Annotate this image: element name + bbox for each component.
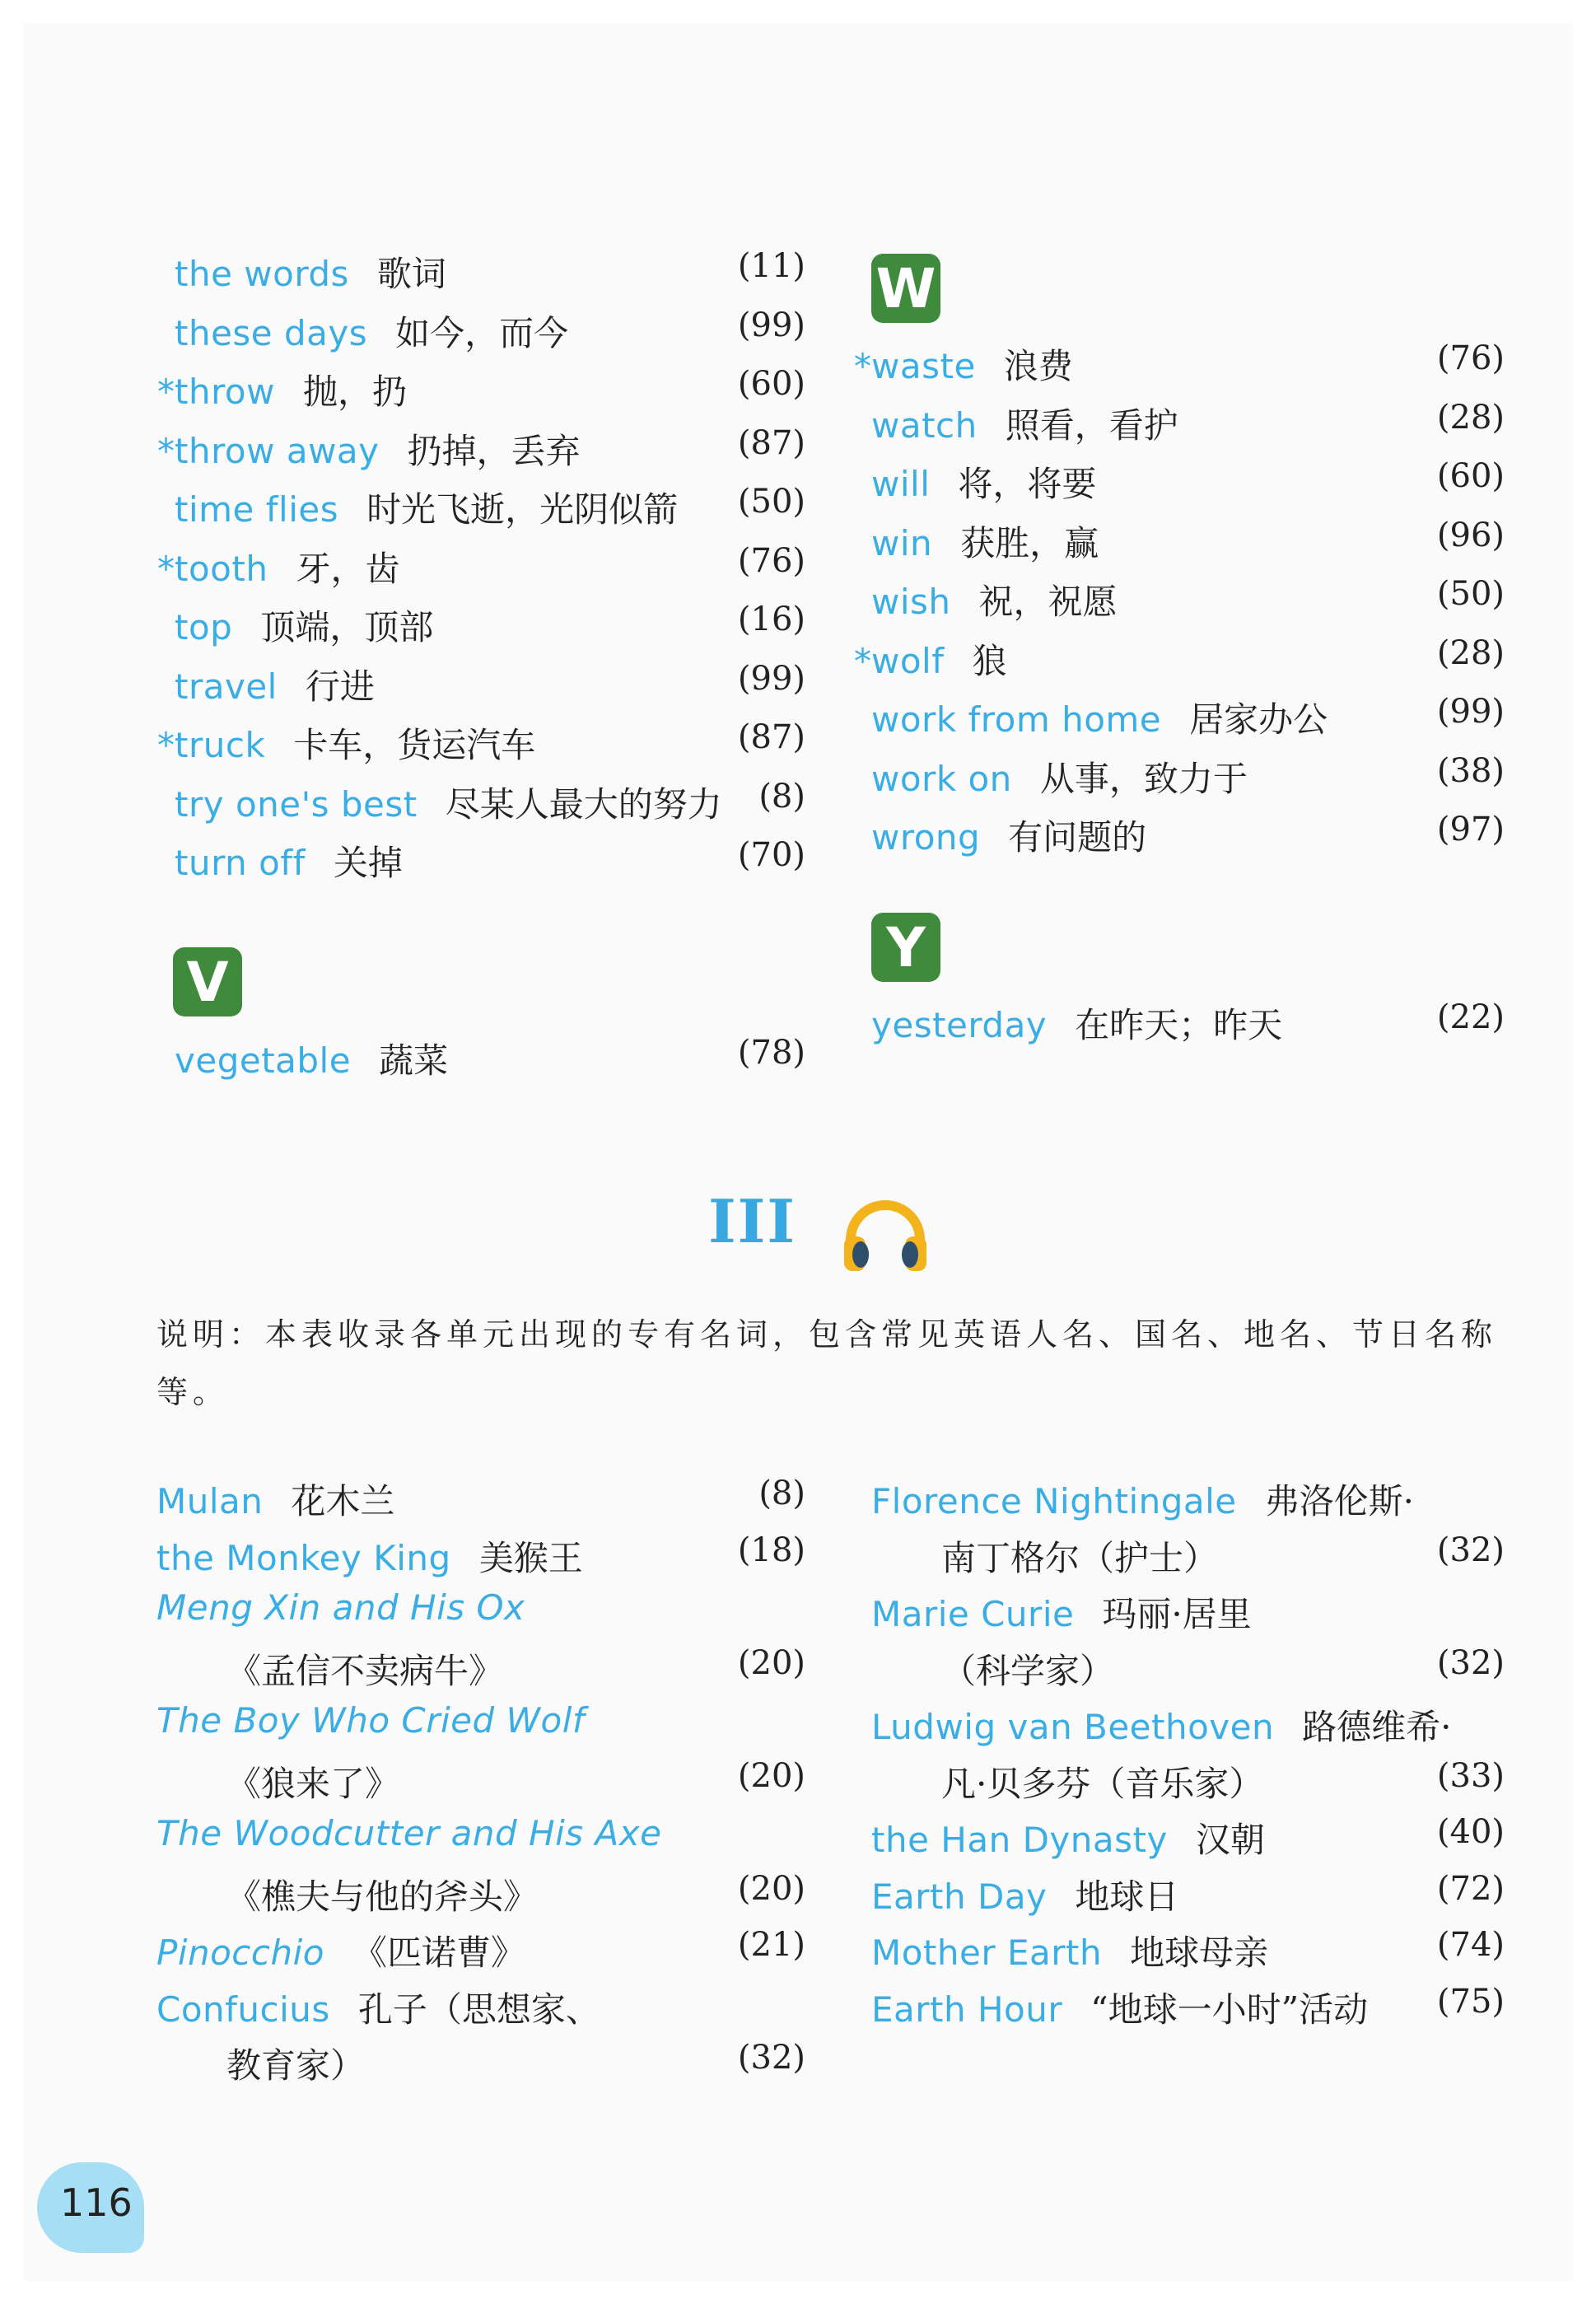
chinese-meaning: 居家办公 xyxy=(1189,699,1328,740)
english-term: throw away xyxy=(175,430,380,471)
vocab-entry xyxy=(850,634,1505,684)
proper-noun-entry xyxy=(871,1587,1505,1637)
chinese-meaning: 关掉 xyxy=(333,843,403,883)
chinese-name: 南丁格尔（护士） xyxy=(941,1537,1219,1578)
chinese-name: 弗洛伦斯· xyxy=(1264,1481,1414,1521)
english-term: will xyxy=(871,464,931,504)
chinese-name: 美猴王 xyxy=(478,1537,583,1578)
star-mark: * xyxy=(854,640,871,681)
page-ref: (32) xyxy=(1436,1531,1505,1569)
page-ref: (8) xyxy=(758,1474,805,1512)
chinese-name: 教育家） xyxy=(226,2045,366,2086)
page-ref: (28) xyxy=(1436,398,1505,437)
english-term: waste xyxy=(871,346,976,386)
page-ref: (32) xyxy=(1436,1643,1505,1682)
english-name: Confucius xyxy=(156,1989,330,2030)
chinese-name: 《孟信不卖病牛》 xyxy=(226,1650,504,1691)
proper-noun-entry xyxy=(226,2039,805,2088)
vocab-entry xyxy=(850,752,1505,801)
proper-noun-entry xyxy=(871,1474,1505,1524)
page-ref: (78) xyxy=(737,1034,805,1072)
proper-noun-entry xyxy=(871,1700,1505,1750)
english-term: try one's best xyxy=(175,783,418,825)
page-ref: (76) xyxy=(1436,339,1505,377)
chinese-name: 玛丽·居里 xyxy=(1102,1594,1252,1634)
chinese-meaning: 蔬菜 xyxy=(379,1040,449,1081)
page-ref: (60) xyxy=(737,365,805,403)
english-term: tooth xyxy=(175,548,268,589)
proper-noun-column-right xyxy=(871,1474,1505,2051)
chinese-meaning: 尽某人最大的努力 xyxy=(445,783,722,825)
page-ref: (20) xyxy=(737,1643,805,1682)
proper-noun-entry xyxy=(871,1870,1505,1919)
english-term: wolf xyxy=(871,640,945,681)
page-ref: (32) xyxy=(737,2039,805,2077)
chinese-meaning: 牙，齿 xyxy=(296,548,400,589)
chinese-name: 地球母亲 xyxy=(1130,1932,1269,1973)
proper-noun-entry xyxy=(226,1757,805,1806)
vocab-entry xyxy=(156,365,805,414)
chinese-name: 《樵夫与他的斧头》 xyxy=(226,1876,539,1917)
chinese-meaning: 将，将要 xyxy=(958,464,1097,504)
chinese-name: 花木兰 xyxy=(291,1481,395,1521)
chinese-meaning: 行进 xyxy=(305,666,375,707)
page-ref: (97) xyxy=(1436,811,1505,848)
english-term: vegetable xyxy=(175,1040,352,1081)
page-ref: (20) xyxy=(737,1869,805,1908)
vocab-entry xyxy=(156,247,805,297)
english-name: Earth Day xyxy=(871,1876,1048,1917)
chinese-name: 《匹诺曹》 xyxy=(352,1932,525,1973)
english-name: Earth Hour xyxy=(871,1989,1063,2030)
english-term: these days xyxy=(175,312,368,353)
chinese-meaning: 时光飞逝，光阴似箭 xyxy=(366,489,679,530)
page-ref: (99) xyxy=(737,306,805,344)
proper-noun-entry xyxy=(871,1983,1505,2032)
english-name: Mulan xyxy=(156,1481,264,1521)
english-term: work from home xyxy=(871,699,1162,740)
vocab-entry xyxy=(850,575,1505,624)
chinese-name: 汉朝 xyxy=(1195,1820,1265,1860)
page-ref: (21) xyxy=(737,1926,805,1964)
english-name: Meng Xin and His Ox xyxy=(156,1587,525,1628)
page-ref: (87) xyxy=(737,423,805,462)
chinese-meaning: 扔掉，丢弃 xyxy=(407,430,581,471)
proper-noun-entry xyxy=(156,1983,805,2032)
chinese-name: 凡·贝多芬（音乐家） xyxy=(941,1763,1264,1804)
chinese-meaning: 顶端，顶部 xyxy=(260,607,434,647)
english-term: win xyxy=(871,522,933,563)
chinese-meaning: 祝，祝愿 xyxy=(978,582,1118,622)
english-name: Marie Curie xyxy=(871,1594,1075,1634)
page-ref: (87) xyxy=(737,718,805,756)
vocab-entry xyxy=(850,811,1505,860)
page-ref: (11) xyxy=(737,247,805,285)
english-name: the Monkey King xyxy=(156,1537,451,1578)
star-mark: * xyxy=(157,725,175,765)
vocab-column-v xyxy=(156,1034,805,1100)
page-ref: (99) xyxy=(737,659,805,698)
proper-noun-entry xyxy=(156,1813,805,1853)
chinese-meaning: 获胜，赢 xyxy=(960,522,1099,563)
page-ref: (33) xyxy=(1436,1756,1505,1795)
chinese-name: 路德维希· xyxy=(1302,1707,1452,1747)
page-ref: (76) xyxy=(737,541,805,580)
vocab-entry xyxy=(156,601,805,650)
chinese-name: 孔子（思想家、 xyxy=(357,1989,600,2030)
chinese-meaning: 抛，扔 xyxy=(302,372,407,412)
chinese-meaning: 狼 xyxy=(972,640,1007,681)
proper-noun-entry xyxy=(156,1474,805,1524)
vocab-entry xyxy=(850,399,1505,448)
english-term: wish xyxy=(871,582,951,622)
chinese-name: “地球一小时”活动 xyxy=(1090,1989,1369,2030)
page-ref: (72) xyxy=(1436,1869,1505,1908)
vocab-entry xyxy=(156,778,805,827)
english-term: throw xyxy=(175,372,275,412)
english-term: turn off xyxy=(175,843,306,883)
english-term: watch xyxy=(871,404,978,446)
letter-badge-w: W xyxy=(871,254,940,323)
vocab-entry xyxy=(850,457,1505,507)
english-term: travel xyxy=(175,666,278,707)
letter-badge-v: V xyxy=(173,947,242,1016)
section-note: 说明：本表收录各单元出现的专有名词，包含常见英语人名、国名、地名、节日名称等。 xyxy=(156,1316,1498,1410)
section-title: III xyxy=(708,1186,797,1256)
page-ref: (75) xyxy=(1436,1982,1505,2021)
page-ref: (50) xyxy=(1436,575,1505,613)
vocab-entry xyxy=(156,306,805,356)
english-term: time flies xyxy=(175,489,339,530)
page-number: 116 xyxy=(60,2180,133,2225)
proper-noun-entry xyxy=(871,1813,1505,1862)
page-ref: (18) xyxy=(737,1531,805,1569)
proper-noun-entry xyxy=(156,1700,805,1741)
vocab-entry xyxy=(850,693,1505,742)
page-ref: (99) xyxy=(1436,693,1505,731)
page-ref: (16) xyxy=(737,601,805,638)
vocab-column-y xyxy=(850,998,1505,1064)
letter-badge-y: Y xyxy=(871,913,940,982)
headphones-icon xyxy=(836,1182,935,1281)
vocab-entry xyxy=(156,483,805,532)
vocab-entry xyxy=(156,424,805,474)
vocab-entry xyxy=(156,836,805,886)
english-term: the words xyxy=(175,254,349,294)
vocab-entry xyxy=(850,339,1505,389)
page-ref: (20) xyxy=(737,1756,805,1795)
english-term: truck xyxy=(175,725,266,765)
english-name: Mother Earth xyxy=(871,1932,1103,1973)
page-number-tab xyxy=(37,2162,144,2253)
vocab-entry xyxy=(156,542,805,591)
english-name: The Boy Who Cried Wolf xyxy=(156,1700,586,1741)
chinese-name: 《狼来了》 xyxy=(226,1763,400,1804)
proper-noun-column-left xyxy=(156,1474,805,2117)
english-name: Ludwig van Beethoven xyxy=(871,1707,1275,1747)
page-ref: (28) xyxy=(1436,633,1505,672)
page-ref: (96) xyxy=(1436,516,1505,554)
chinese-meaning: 如今，而今 xyxy=(395,312,569,353)
vocab-entry xyxy=(156,660,805,709)
proper-noun-entry xyxy=(871,1926,1505,1975)
proper-noun-entry xyxy=(156,1926,805,1975)
vocab-entry xyxy=(156,1034,805,1083)
vocab-entry xyxy=(850,998,1505,1048)
chinese-name: （科学家） xyxy=(941,1650,1115,1691)
english-term: work on xyxy=(871,758,1012,799)
star-mark: * xyxy=(157,430,175,471)
star-mark: * xyxy=(157,548,175,589)
proper-noun-entry xyxy=(226,1870,805,1919)
proper-noun-entry xyxy=(156,1531,805,1581)
vocab-entry xyxy=(850,516,1505,566)
vocab-column-w xyxy=(850,339,1505,883)
chinese-meaning: 从事，致力于 xyxy=(1039,758,1248,799)
page-ref: (60) xyxy=(1436,457,1505,495)
english-term: yesterday xyxy=(871,1005,1048,1045)
english-name: the Han Dynasty xyxy=(871,1820,1168,1860)
vocab-entry xyxy=(156,718,805,768)
page-ref: (74) xyxy=(1436,1926,1505,1964)
english-term: wrong xyxy=(871,817,981,858)
page-ref: (40) xyxy=(1436,1813,1505,1851)
chinese-meaning: 浪费 xyxy=(1003,346,1073,386)
proper-noun-entry xyxy=(941,1644,1505,1694)
english-name: Pinocchio xyxy=(156,1932,324,1973)
star-mark: * xyxy=(854,346,871,386)
star-mark: * xyxy=(157,372,175,412)
english-name: The Woodcutter and His Axe xyxy=(156,1813,662,1853)
english-term: top xyxy=(175,607,233,647)
chinese-meaning: 照看，看护 xyxy=(1005,404,1178,446)
proper-noun-entry xyxy=(226,1644,805,1694)
chinese-meaning: 有问题的 xyxy=(1008,817,1147,858)
proper-noun-entry xyxy=(941,1531,1505,1581)
chinese-name: 地球日 xyxy=(1075,1876,1179,1917)
proper-noun-entry xyxy=(156,1587,805,1628)
page-ref: (22) xyxy=(1436,998,1505,1036)
chinese-meaning: 歌词 xyxy=(376,254,446,294)
chinese-meaning: 在昨天；昨天 xyxy=(1075,1005,1283,1045)
english-name: Florence Nightingale xyxy=(871,1481,1237,1521)
page-ref: (38) xyxy=(1436,751,1505,790)
vocab-column-left xyxy=(156,247,805,906)
page-ref: (70) xyxy=(737,836,805,874)
page-ref: (8) xyxy=(758,777,805,816)
page-ref: (50) xyxy=(737,483,805,521)
chinese-meaning: 卡车，货运汽车 xyxy=(293,725,536,765)
proper-noun-entry xyxy=(941,1757,1505,1806)
